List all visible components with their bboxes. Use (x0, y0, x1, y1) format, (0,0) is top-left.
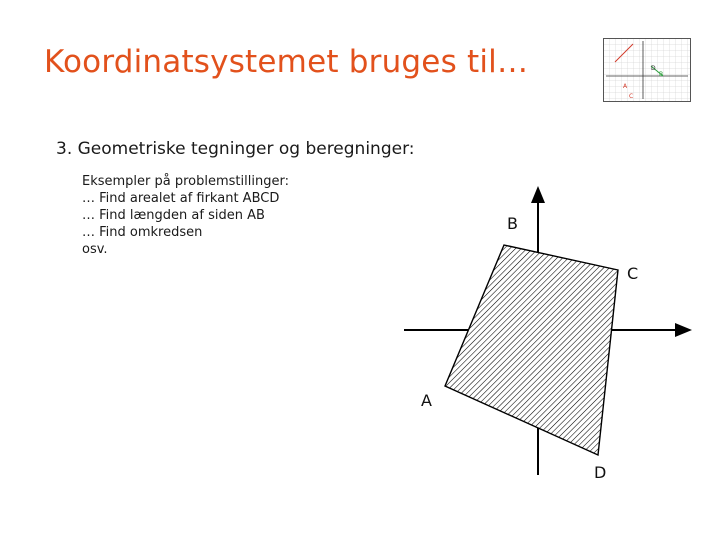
point-label-c: C (627, 264, 639, 283)
slide-title: Koordinatsystemet bruges til… (44, 44, 529, 80)
x-axis-arrow-icon (675, 323, 692, 337)
example-item-length: … Find længden af siden AB (82, 208, 265, 223)
thumbnail-label-c: C (629, 93, 634, 100)
examples-intro: Eksempler på problemstillinger: (82, 174, 289, 189)
point-label-a: A (421, 391, 432, 410)
example-item-area: … Find arealet af firkant ABCD (82, 191, 280, 206)
point-label-b: B (507, 214, 518, 233)
thumbnail-label-d: D (651, 65, 656, 72)
thumbnail-label-a: A (623, 83, 628, 90)
quadrilateral-abcd (445, 245, 618, 455)
point-label-d: D (594, 463, 607, 482)
thumbnail-label-b: B (659, 71, 664, 78)
example-item-etc: osv. (82, 242, 108, 257)
section-heading: 3. Geometriske tegninger og beregninger: (56, 139, 415, 159)
y-axis-arrow-icon (531, 186, 545, 203)
example-item-perimeter: … Find omkredsen (82, 225, 203, 240)
